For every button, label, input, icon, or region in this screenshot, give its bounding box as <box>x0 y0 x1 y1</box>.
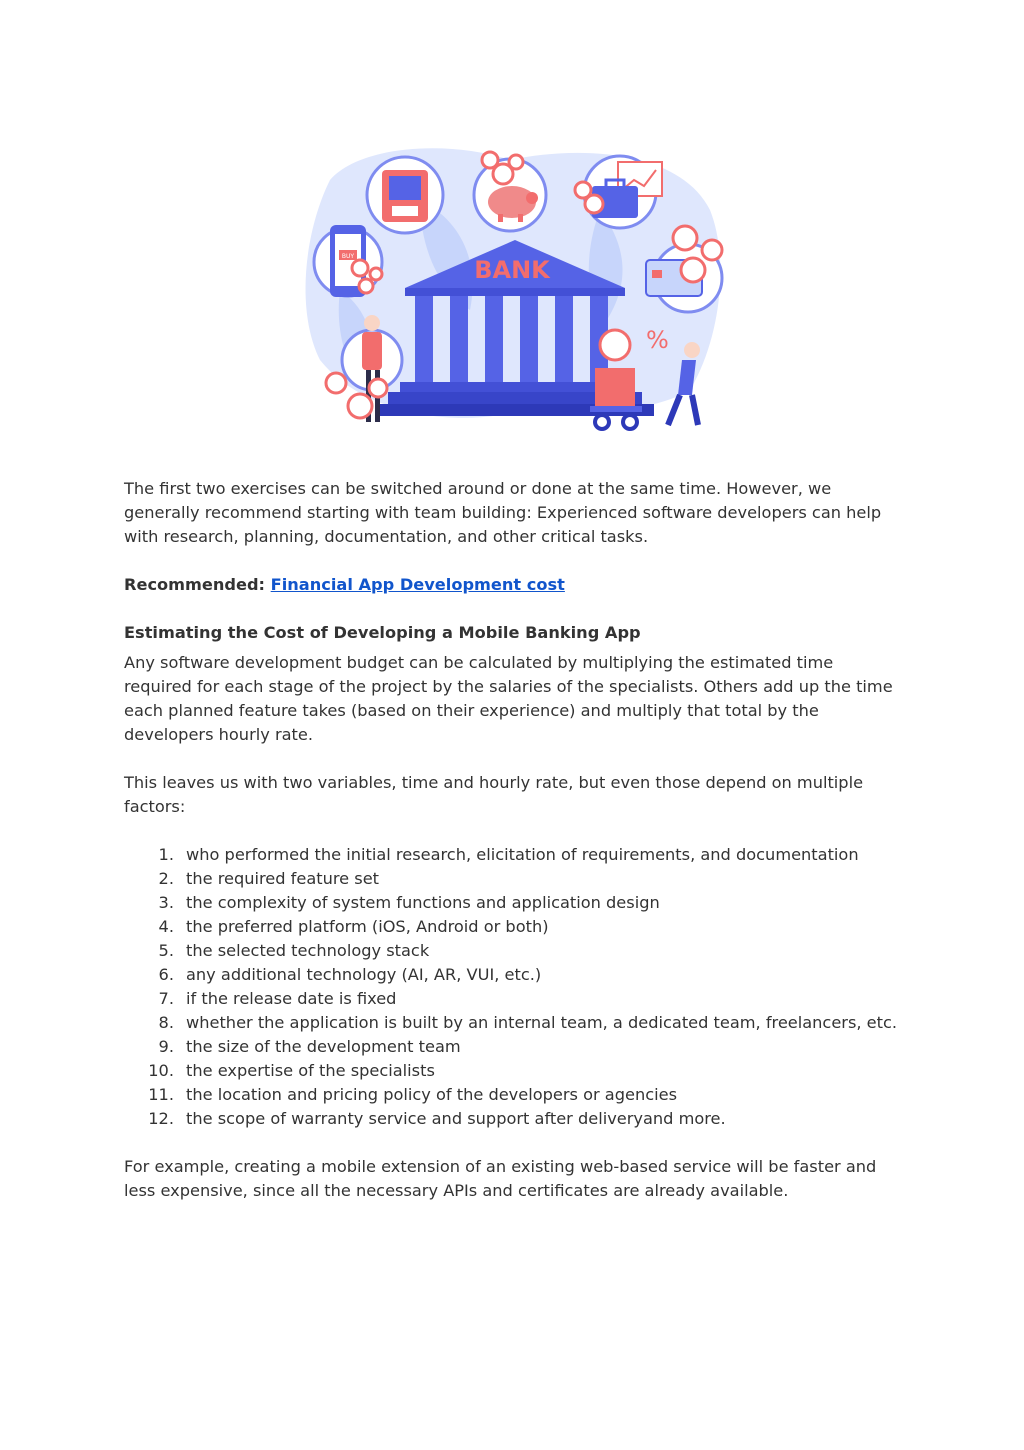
variables-paragraph: This leaves us with two variables, time and hourly rate, but even those depend on multiple factors: <box>124 773 864 816</box>
list-item <box>124 1059 904 1083</box>
list-item <box>124 1083 904 1107</box>
list-item-number: 1. <box>158 845 174 864</box>
factors-list <box>124 843 904 1131</box>
list-item <box>124 843 904 867</box>
list-item <box>124 915 904 939</box>
list-item-number: 11. <box>148 1085 174 1104</box>
list-item-text: the expertise of the specialists <box>186 1061 435 1080</box>
list-item-number: 2. <box>158 869 174 888</box>
example-paragraph: For example, creating a mobile extension of an existing web-based service will be faster and less expensive, since all the necessary APIs and certificates are already available. <box>124 1157 877 1200</box>
list-item <box>124 1107 904 1131</box>
list-item-number: 6. <box>158 965 174 984</box>
list-item <box>124 963 904 987</box>
list-item-text: the complexity of system functions and application design <box>186 893 660 912</box>
list-item <box>124 1011 904 1035</box>
financial-app-cost-link[interactable]: Financial App Development cost <box>270 575 565 594</box>
list-item-text: the scope of warranty service and support after deliveryand more. <box>186 1109 726 1128</box>
list-item <box>124 939 904 963</box>
recommended-label: Recommended: <box>124 575 266 594</box>
list-item-number: 3. <box>158 893 174 912</box>
atm-icon <box>367 157 443 233</box>
list-item-number: 12. <box>148 1109 174 1128</box>
list-item-number: 4. <box>158 917 174 936</box>
list-item-number: 9. <box>158 1037 174 1056</box>
list-item-text: any additional technology (AI, AR, VUI, etc.) <box>186 965 542 984</box>
list-item <box>124 867 904 891</box>
percent-sign: % <box>646 326 669 354</box>
intro-paragraph: The first two exercises can be switched around or done at the same time. However, we generally recommend starting with team building: Experienced software developers can help with research, planning, documentation, and other critical tasks. <box>124 479 882 546</box>
list-item-number: 5. <box>158 941 174 960</box>
list-item-number: 8. <box>158 1013 174 1032</box>
list-item-text: the selected technology stack <box>186 941 430 960</box>
list-item-text: who performed the initial research, elicitation of requirements, and documentation <box>186 845 859 864</box>
bank-illustration <box>300 140 730 440</box>
list-item-number: 10. <box>148 1061 174 1080</box>
list-item-number: 7. <box>158 989 174 1008</box>
list-item <box>124 987 904 1011</box>
list-item-text: whether the application is built by an internal team, a dedicated team, freelancers, etc. <box>186 1013 898 1032</box>
recommended-line <box>124 573 904 597</box>
list-item-text: the preferred platform (iOS, Android or both) <box>186 917 549 936</box>
section-heading: Estimating the Cost of Developing a Mobile Banking App <box>124 623 641 642</box>
bank-label: BANK <box>474 256 550 284</box>
list-item-text: the size of the development team <box>186 1037 461 1056</box>
list-item-text: the required feature set <box>186 869 380 888</box>
list-item-text: if the release date is fixed <box>186 989 397 1008</box>
buy-label: BUY <box>341 253 355 260</box>
article-body <box>124 477 904 1203</box>
list-item <box>124 1035 904 1059</box>
list-item-text: the location and pricing policy of the developers or agencies <box>186 1085 677 1104</box>
budget-paragraph: Any software development budget can be calculated by multiplying the estimated time required for each stage of the project by the salaries of the specialists. Others add up the time each planned feature takes (based on their experience) and multiply that total by the developers hourly rate. <box>124 653 893 744</box>
list-item <box>124 891 904 915</box>
